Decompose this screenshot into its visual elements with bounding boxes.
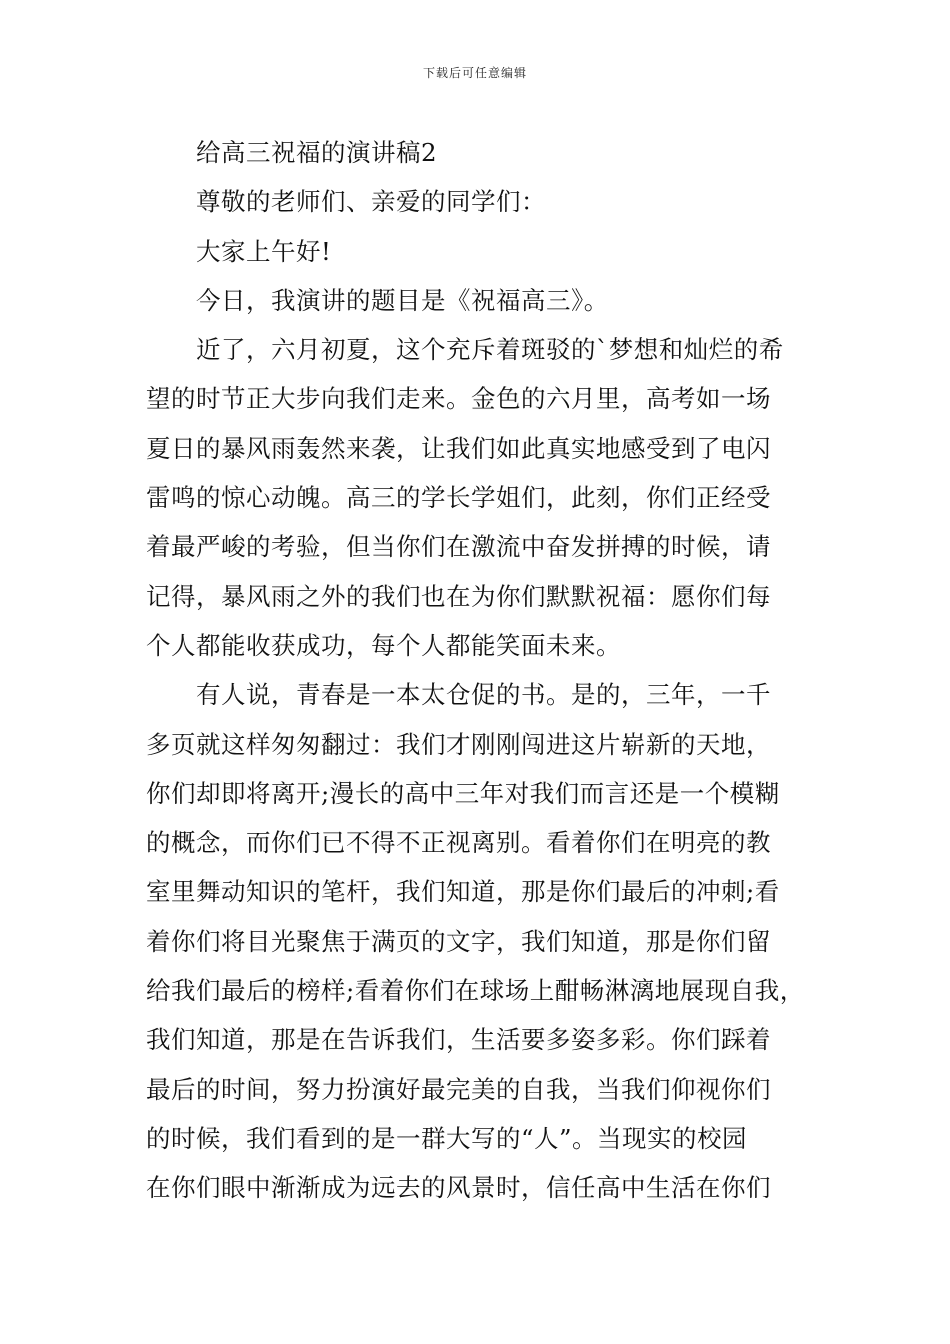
- text-line: 在你们眼中渐渐成为远去的风景时，信任高中生活在你们: [146, 1173, 771, 1203]
- text-line: 给高三祝福的演讲稿2: [196, 138, 438, 167]
- page-header: 下载后可任意编辑: [422, 66, 527, 80]
- text-line: 有人说，青春是一本太仓促的书。是的，三年，一千: [196, 680, 771, 710]
- text-line: 的概念，而你们已不得不正视离别。看着你们在明亮的教: [146, 828, 771, 858]
- text-line: 尊敬的老师们、亲爱的同学们：: [196, 187, 546, 217]
- text-line: 近了，六月初夏，这个充斥着斑驳的`梦想和灿烂的希: [196, 335, 784, 365]
- text-line: 给我们最后的榜样;看着你们在球场上酣畅淋漓地展现自我，: [146, 976, 805, 1006]
- text-line: 着最严峻的考验，但当你们在激流中奋发拼搏的时候，请: [146, 532, 771, 562]
- text-line: 我们知道，那是在告诉我们，生活要多姿多彩。你们踩着: [146, 1025, 771, 1055]
- text-line: 大家上午好!: [196, 236, 332, 266]
- document-body: [146, 128, 810, 1213]
- text-line: 望的时节正大步向我们走来。金色的六月里，高考如一场: [146, 384, 771, 414]
- text-line: 今日，我演讲的题目是《祝福高三》。: [196, 285, 609, 315]
- text-line: 个人都能收获成功，每个人都能笑面未来。: [146, 630, 621, 660]
- text-line: 记得，暴风雨之外的我们也在为你们默默祝福：愿你们每: [146, 581, 771, 611]
- text-line: 室里舞动知识的笔杆，我们知道，那是你们最后的冲刺;看: [146, 877, 780, 907]
- text-line: 最后的时间，努力扮演好最完美的自我，当我们仰视你们: [146, 1074, 771, 1104]
- text-line: 的时候，我们看到的是一群大写的“人”。当现实的校园: [146, 1123, 748, 1153]
- text-line: 你们却即将离开;漫长的高中三年对我们而言还是一个模糊: [146, 778, 780, 808]
- text-line: 夏日的暴风雨轰然来袭，让我们如此真实地感受到了电闪: [146, 433, 771, 463]
- text-line: 多页就这样匆匆翻过：我们才刚刚闯进这片崭新的天地，: [146, 729, 771, 759]
- text-line: 着你们将目光聚焦于满页的文字，我们知道，那是你们留: [146, 926, 771, 956]
- text-line: 雷鸣的惊心动魄。高三的学长学姐们，此刻，你们正经受: [146, 483, 771, 513]
